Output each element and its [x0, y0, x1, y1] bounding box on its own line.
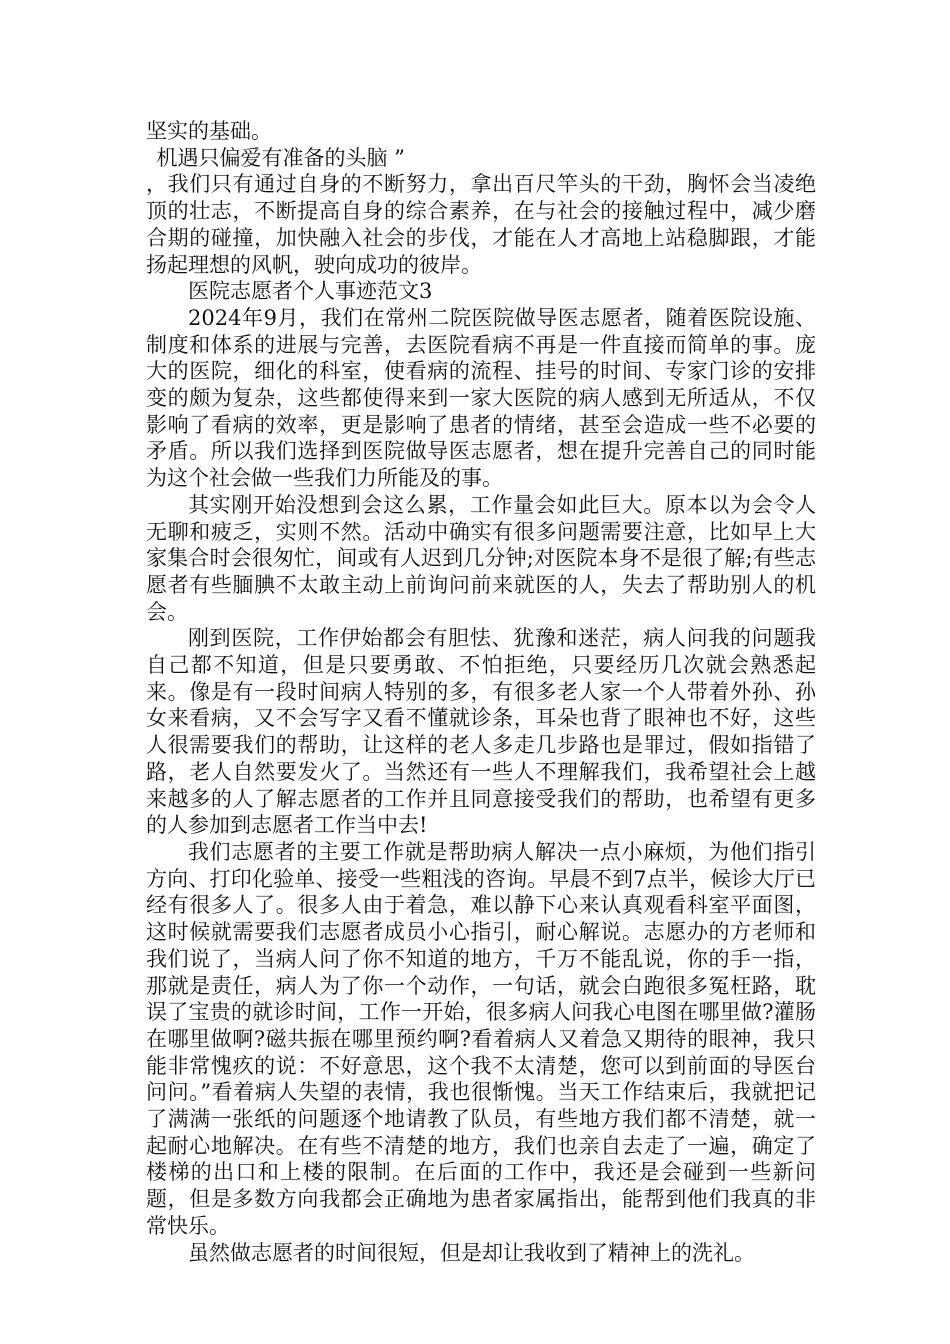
paragraph-6: 刚到医院，工作伊始都会有胆怯、犹豫和迷茫，病人问我的问题我自己都不知道，但是只要勇敢、不怕拒绝，只要经历几次就会熟悉起来。像是有一段时间病人特别的多，有很多老人家一个人带着外孙、孙女来看病，又不会写字又看不懂就诊条，耳朵也背了眼神也不好，这些人很需要我们的帮助，让这样的老人多走几步路也是罪过，假如指错了路，老人自然要发火了。当然还有一些人不理解我们，我希望社会上越来越多的人了解志愿者的工作并且同意接受我们的帮助，也希望有更多的人参加到志愿者工作当中去! — [146, 626, 816, 838]
paragraph-2-quote: 机遇只偏爱有准备的头脑 ” — [156, 145, 405, 170]
section-heading: 医院志愿者个人事迹范文3 — [188, 279, 433, 304]
paragraph-7: 我们志愿者的主要工作就是帮助病人解决一点小麻烦，为他们指引方向、打印化验单、接受一些粗浅的咨询。早晨不到7点半，候诊大厅已经有很多人了。很多人由于着急，难以静下心来认真观看科室平面图，这时候就需要我们志愿者成员小心指引，耐心解说。志愿办的方老师和我们说了，当病人问了你不知道的地方，千万不能乱说，你的手一指，那就是责任，病人为了你一个动作，一句话，就会白跑很多冤枉路，耽误了宝贵的就诊时间，工作一开始，很多病人问我心电图在哪里做?灌肠在哪里做啊?磁共振在哪里预约啊?看着病人又着急又期待的眼神，我只能非常愧疚的说：不好意思，这个我不太清楚，您可以到前面的导医台问问。”看着病人失望的表情，我也很惭愧。当天工作结束后，我就把记了满满一张纸的问题逐个地请教了队员，有些地方我们都不清楚，就一起耐心地解决。在有些不清楚的地方，我们也亲自去走了一遍，确定了楼梯的出口和上楼的限制。在后面的工作中，我还是会碰到一些新问题，但是多数方向我都会正确地为患者家属指出，能帮到他们我真的非常快乐。 — [146, 839, 816, 1238]
paragraph-4: 2024年9月，我们在常州二院医院做导医志愿者，随着医院设施、制度和体系的进展与完善，去医院看病不再是一件直接而简单的事。庞大的医院，细化的科室，使看病的流程、挂号的时间、专家门诊的安排变的颇为复杂，这些都使得来到一家大医院的病人感到无所适从，不仅影响了看病的效率，更是影响了患者的情绪，甚至会造成一些不必要的矛盾。所以我们选择到医院做导医志愿者，想在提升完善自己的同时能为这个社会做一些我们力所能及的事。 — [146, 305, 816, 491]
paragraph-5: 其实刚开始没想到会这么累，工作量会如此巨大。原本以为会令人无聊和疲乏，实则不然。活动中确实有很多问题需要注意，比如早上大家集合时会很匆忙，间或有人迟到几分钟;对医院本身不是很了解;有些志愿者有些腼腆不太敢主动上前询问前来就医的人，失去了帮助别人的机会。 — [146, 492, 816, 624]
paragraph-1: 坚实的基础。 — [146, 119, 272, 143]
document-body — [146, 118, 816, 1266]
paragraph-3: ，我们只有通过自身的不断努力，拿出百尺竿头的干劲，胸怀会当凌绝顶的壮志，不断提高自身的综合素养，在与社会的接触过程中，减少磨合期的碰撞，加快融入社会的步伐，才能在人才高地上站稳脚跟，才能扬起理想的风帆，驶向成功的彼岸。 — [146, 172, 816, 277]
paragraph-8: 虽然做志愿者的时间很短，但是却让我收到了精神上的洗礼。 — [188, 1240, 755, 1265]
